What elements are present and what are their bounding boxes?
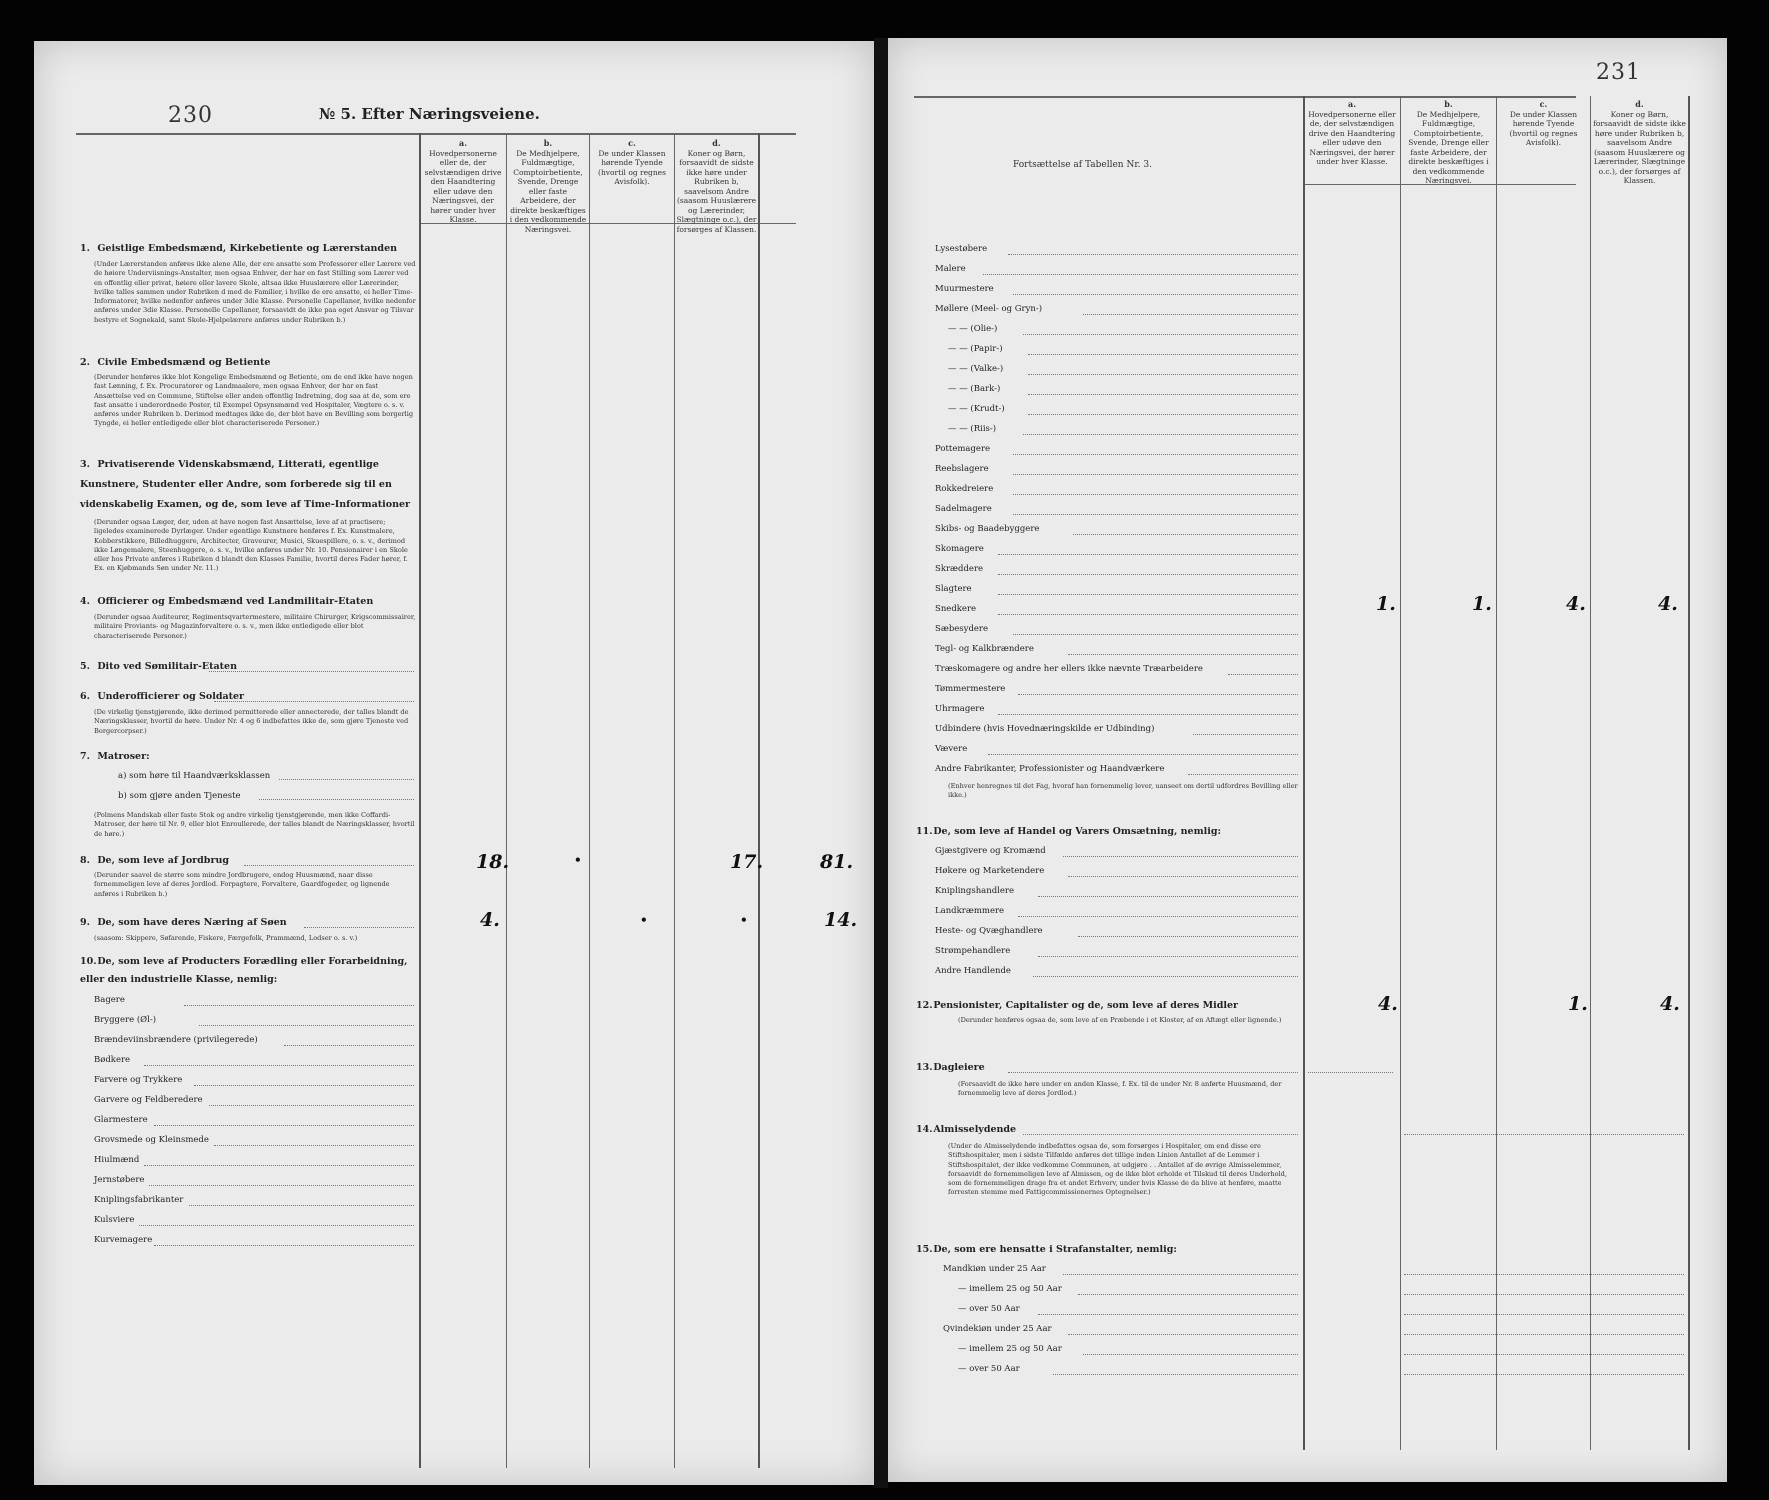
leader-dots (1023, 434, 1298, 435)
category-12-title: 12. Pensionister, Capitalister og de, som leve af deres Midler (916, 1000, 1239, 1011)
trade-item: Skræddere (935, 564, 984, 574)
column-line-d (674, 133, 675, 1468)
handel-item: Landkræmmere (935, 906, 1005, 916)
leader-dots (1193, 734, 1298, 735)
left-page-title: № 5. Efter Næringsveiene. (319, 105, 540, 123)
category-5-title: 5. Dito ved Sømilitair-Etaten (80, 661, 238, 672)
leader-dots (154, 1125, 414, 1126)
trade-item: — — (Bark-) (948, 384, 1001, 394)
trade-item: Reebslagere (935, 464, 989, 474)
column-line-b (1400, 96, 1401, 1450)
trade-item: Sæbesydere (935, 624, 989, 634)
leader-dots (1028, 354, 1298, 355)
category-8-note: (Derunder saavel de større som mindre Jordbrugere, endog Huusmænd, naar disse fornemmeligen leve af deres Jordlod. Forpagtere, Forvaltere, Gaardfogeder, og lignende anføres i Rubriken b.) (94, 871, 390, 898)
book-spine (874, 38, 888, 1488)
leader-dots (1028, 414, 1298, 415)
value-dots (1404, 1374, 1684, 1375)
leader-dots (998, 554, 1298, 555)
handel-item: Kniplingshandlere (935, 886, 1014, 896)
trade-item: Grovsmede og Kleinsmede (94, 1135, 209, 1145)
trade-item: Glarmestere (94, 1115, 148, 1125)
leader-dots (1023, 1134, 1298, 1135)
value-row8-c: 17. (730, 851, 764, 873)
category-1-title: 1. Geistlige Embedsmænd, Kirkebetiente og Lærerstanden (80, 243, 398, 254)
leader-dots (214, 701, 414, 702)
trade-item: Sadelmagere (935, 504, 992, 514)
trade-item: Andre Fabrikanter, Professionister og Haandværkere (935, 764, 1165, 774)
trade-item: Jernstøbere (94, 1175, 145, 1185)
value-snedkere-a: 1. (1376, 593, 1396, 615)
column-line-a (419, 133, 421, 1468)
category-3-note: (Derunder ogsaa Læger, der, uden at have nogen fast Ansættelse, leve af at practisere; ligeledes examinerede Dyrlæger. Under egentlige Kunstnere henføres f. Ex. Kunstmalere, Kobberstikkere, Billedhuggere, Architecter, Graveurer, Musici, Skuespillere, o. s. v., derimod ikke Løngemalere, Steenhuggere, o. s. v., hvilke anføres under Nr. 10. Pensionairer i en Skole eller hos Private anføres i Rubriken d blandt den Klasses Familie, hvortil deres Fader hører, f. Ex. en Kjøbmands Søn under Nr. 11.) (94, 518, 408, 573)
leader-dots (1038, 956, 1298, 957)
straf-item: Mandkiøn under 25 Aar (943, 1264, 1046, 1274)
category-1-note: (Under Lærerstanden anføres ikke alene Alle, der ere ansatte som Professorer eller Lærere ved de høiere Underviisnings-Anstalter, men ogsaa Enhver, der har en fast Stilling som Lærer ved en offentlig eller privat, høiere eller lavere Skole, altsaa ikke Huuslærere eller Lærerinder, hvilke talles sammen under Rubriken d med de Familier, i hvilke de ere ansatte, ei heller Time-Informatorer, hvilke nedenfor anføres under 3die Klasse. Personelle Capellaner, hvilke nedenfor anføres under 3die Klasse. Personelle Capellaner, forsaavidt de ikke paa eget Ansvar og Tilsvar bestyre et Sognekald, samt Skole-Hjelpelærere anføres under Rubriken b.) (94, 260, 416, 324)
handel-item: Andre Handlende (935, 966, 1011, 976)
trade-item: Tømmermestere (935, 684, 1006, 694)
trade-item: Møllere (Meel- og Gryn-) (935, 304, 1043, 314)
trade-item: Kulsviere (94, 1215, 135, 1225)
value-snedkere-b: 1. (1472, 593, 1492, 615)
handel-item: Høkere og Marketendere (935, 866, 1045, 876)
column-header-d: d. Koner og Børn, forsaavidt de sidste ikke høre under Rubriken b, saavelsom Andre (saasom Huuslærere og Lærerinder, Slægtninge o.c.), der forsørges af Klassen. (676, 138, 757, 234)
leader-dots (998, 574, 1298, 575)
leader-dots (1008, 254, 1298, 255)
trade-item: Garvere og Feldberedere (94, 1095, 203, 1105)
value-row8-a: 18. (476, 851, 510, 873)
value-dots (1308, 1072, 1393, 1073)
value-dots (1404, 1294, 1684, 1295)
trade-item: Uhrmagere (935, 704, 985, 714)
trade-item: Brændeviinsbrændere (privilegerede) (94, 1035, 258, 1045)
trade-item: Malere (935, 264, 966, 274)
left-page-number: 230 (168, 103, 213, 128)
column-line-end (758, 133, 760, 1468)
column-header-c: c. De under Klassen hørende Tyende (hvortil og regnes Avisfolk). (598, 138, 666, 186)
leader-dots (1013, 454, 1298, 455)
leader-dots (1078, 936, 1298, 937)
leader-dots (1078, 1294, 1298, 1295)
leader-dots (998, 714, 1298, 715)
leader-dots (284, 1045, 414, 1046)
leader-dots (1068, 654, 1298, 655)
leader-dots (1083, 1354, 1298, 1355)
leader-dots (209, 1105, 414, 1106)
column-header-b: b. De Medhjelpere, Fuldmægtige, Comptoirbetiente, Svende, Drenge eller faste Arbeidere, der direkte beskæftiges i den vedkommende Næringsvei. (509, 138, 587, 234)
leader-dots (144, 1165, 414, 1166)
value-row9-d: 14. (824, 909, 858, 931)
value-pensionister-c: 1. (1568, 993, 1588, 1015)
column-line-c (1496, 96, 1497, 1450)
straf-item: — over 50 Aar (958, 1364, 1020, 1374)
value-dots (1404, 1354, 1684, 1355)
matroser-sub-b: b) som gjøre anden Tjeneste (118, 791, 241, 801)
leader-dots (1018, 694, 1298, 695)
leader-dots (1013, 634, 1298, 635)
leader-dots (1063, 856, 1298, 857)
straf-item: — imellem 25 og 50 Aar (958, 1284, 1062, 1294)
leader-dots (304, 927, 414, 928)
handel-item: Strømpehandlere (935, 946, 1011, 956)
column-line-b (506, 133, 507, 1468)
trade-item: Vævere (935, 744, 968, 754)
table-subtitle: Fortsættelse af Tabellen Nr. 3. (1013, 160, 1152, 170)
top-rule (76, 133, 796, 135)
leader-dots (259, 799, 414, 800)
trade-item: Hiulmænd (94, 1155, 140, 1165)
trade-item: Tegl- og Kalkbrændere (935, 644, 1034, 654)
trade-item: Rokkedreiere (935, 484, 994, 494)
value-snedkere-d: 4. (1658, 593, 1678, 615)
trade-item: — — (Olie-) (948, 324, 998, 334)
leader-dots (1013, 294, 1298, 295)
top-rule (914, 96, 1576, 98)
category-13-note: (Forsaavidt de ikke høre under en anden Klasse, f. Ex. til de under Nr. 8 anførte Huusmænd, der fornemmelig leve af deres Jordlod.) (958, 1080, 1282, 1098)
leader-dots (184, 1005, 414, 1006)
value-dots (1404, 1334, 1684, 1335)
column-line-c (589, 133, 590, 1468)
trade-item: — — (Papir-) (948, 344, 1003, 354)
leader-dots (1188, 774, 1298, 775)
column-header-a: a. Hovedpersonerne eller de, der selvstændigen drive den Haandtering eller udøve den Næringsvei, der hører under hver Klasse. (1308, 99, 1396, 166)
leader-dots (1038, 896, 1298, 897)
leader-dots (1013, 514, 1298, 515)
handel-item: Gjæstgivere og Kromænd (935, 846, 1046, 856)
trade-item: Kurvemagere (94, 1235, 153, 1245)
leader-dots (1228, 674, 1298, 675)
value-row9-b: • (640, 913, 648, 927)
handel-item: Heste- og Qvæghandlere (935, 926, 1043, 936)
category-6-note: (De virkelig tjenstgjørende, ikke derimod permitterede eller annecterede, der talles blandt de Næringsklasser, hvortil de høre. Under Nr. 4 og 6 indbefattes ikke de, som gjøre Tjeneste ved Borgercorpser.) (94, 708, 409, 735)
value-row8-d: 81. (820, 851, 854, 873)
trade-item: Skomagere (935, 544, 984, 554)
trade-item: Farvere og Trykkere (94, 1075, 183, 1085)
value-dots (1404, 1314, 1684, 1315)
column-header-b: b. De Medhjelpere, Fuldmægtige, Comptoirbetiente, Svende, Drenge eller faste Arbeidere, der direkte beskæftiges i den vedkommende Næringsvei. (1408, 99, 1489, 185)
category-7-note: (Polmens Mandskab eller faste Stok og andre virkelig tjenstgjørende, men ikke Coffardi-Matroser, der høre til Nr. 9, eller blot Enroullerede, der talles blandt de Næringsklasser, hvortil de høre.) (94, 811, 415, 838)
leader-dots (154, 1245, 414, 1246)
category-4-title: 4. Officierer og Embedsmænd ved Landmilitair-Etaten (80, 596, 374, 607)
category-8-title: 8. De, som leve af Jordbrug (80, 855, 230, 866)
matroser-sub-a: a) som høre til Haandværksklassen (118, 771, 271, 781)
value-dots (1404, 1134, 1684, 1135)
column-line-a (1303, 96, 1305, 1450)
value-dots (1404, 1274, 1684, 1275)
category-11-title: 11. De, som leve af Handel og Varers Omsætning, nemlig: (916, 826, 1221, 837)
trade-item: Kniplingsfabrikanter (94, 1195, 184, 1205)
leader-dots (1073, 534, 1298, 535)
leader-dots (199, 1025, 414, 1026)
leader-dots (998, 594, 1298, 595)
value-pensionister-a: 4. (1378, 993, 1398, 1015)
leader-dots (1063, 1274, 1298, 1275)
right-page (888, 38, 1727, 1482)
leader-dots (1028, 394, 1298, 395)
leader-dots (189, 1205, 414, 1206)
column-line-d (1590, 96, 1591, 1450)
trades-note: (Enhver henregnes til det Fag, hvoraf han fornemmelig lever, uanseet om dertil udfordres Bevilling eller ikke.) (948, 782, 1298, 800)
category-9-note: (saasom: Skippere, Søfarende, Fiskere, Færgefolk, Prammænd, Lodser o. s. v.) (94, 934, 358, 942)
leader-dots (1068, 1334, 1298, 1335)
trade-item: — — (Krudt-) (948, 404, 1005, 414)
leader-dots (983, 274, 1298, 275)
leader-dots (194, 1085, 414, 1086)
category-14-note: (Under de Almisselydende indbefattes ogsaa de, som forsørges i Hospitaler, om end disse ere Stiftshospitaler, men i sidste Tilfælde anføres det tillige inden Linien Antallet af de Lemmer i Stiftshospitalet, der ikke vedkomme Communen, at udgjøre . . Antallet af de øvrige Almisselemmer, forsaavidt de fornemmeligen leve af Almissen, og de ikke blot erholde et Tilskud til deres Underhold, som de fornemmeligen drage fra et andet Erhverv, under hvis Klasse de da blive at henføre, maatte forresten stemme med Fattigcommissionernes Optegnelser.) (948, 1142, 1287, 1197)
leader-dots (144, 1065, 414, 1066)
trade-item: Bryggere (Øl-) (94, 1015, 157, 1025)
category-7-title: 7. Matroser: (80, 751, 150, 762)
trade-item: Skibs- og Baadebyggere (935, 524, 1040, 534)
category-15-title: 15. De, som ere hensatte i Strafanstalter, nemlig: (916, 1244, 1177, 1255)
category-12-note: (Derunder henføres ogsaa de, som leve af en Præbende i et Kloster, af en Aftægt eller lignende.) (958, 1016, 1282, 1024)
trade-item: Bagere (94, 995, 125, 1005)
leader-dots (1053, 1374, 1298, 1375)
straf-item: Qvindekiøn under 25 Aar (943, 1324, 1052, 1334)
category-2-note: (Derunder henføres ikke blot Kongelige Embedsmænd og Betiente, om de end ikke have nogen fast Lønning, f. Ex. Procuratorer og Landmaalere, men ogsaa Enhver, der har en fast Ansættelse ved en Commune, Stiftelse eller anden offentlig Indretning, dog saa at de, som ere fast ansatte i underordnede Poster, til Exempel Opsynsmænd ved Hospitaler, Vægtere o. s. v. anføres under Rubriken b. Derimod medtages ikke de, der blot have en Bevilling som borgerlig Tyngde, ei heller entledigede eller blot characteriserede Personer.) (94, 373, 414, 428)
category-3-title: 3. Privatiserende Videnskabsmænd, Litterati, egentlige Kunstnere, Studenter eller Andre, som forberede sig til en videnskabelig Examen, og de, som leve af Time-Informationer (80, 459, 411, 510)
leader-dots (1018, 916, 1298, 917)
leader-dots (1083, 314, 1298, 315)
category-14-title: 14. Almisselydende (916, 1124, 1017, 1135)
leader-dots (1068, 876, 1298, 877)
left-page (34, 41, 874, 1485)
trade-item: Slagtere (935, 584, 972, 594)
trade-item: — — (Riis-) (948, 424, 997, 434)
leader-dots (149, 1185, 414, 1186)
leader-dots (244, 865, 414, 866)
trade-item: Snedkere (935, 604, 977, 614)
leader-dots (1023, 334, 1298, 335)
straf-item: — imellem 25 og 50 Aar (958, 1344, 1062, 1354)
leader-dots (279, 779, 414, 780)
leader-dots (1033, 976, 1298, 977)
leader-dots (1008, 1072, 1298, 1073)
trade-item: Træskomagere og andre her ellers ikke nævnte Træarbeidere (935, 664, 1203, 674)
trade-item: Pottemagere (935, 444, 991, 454)
straf-item: — over 50 Aar (958, 1304, 1020, 1314)
trade-item: — — (Valke-) (948, 364, 1004, 374)
right-page-number: 231 (1596, 60, 1641, 85)
column-header-a: a. Hovedpersonerne eller de, der selvstændigen drive den Haandtering eller udøve den Næringsvei, der hører under hver Klasse. (424, 138, 502, 224)
leader-dots (1013, 474, 1298, 475)
leader-dots (1038, 1314, 1298, 1315)
leader-dots (1028, 374, 1298, 375)
category-9-title: 9. De, som have deres Næring af Søen (80, 917, 287, 928)
leader-dots (209, 671, 414, 672)
trade-item: Lysestøbere (935, 244, 988, 254)
value-pensionister-d: 4. (1660, 993, 1680, 1015)
column-line-end (1688, 96, 1690, 1450)
column-header-c: c. De under Klassen hørende Tyende (hvortil og regnes Avisfolk). (1509, 99, 1578, 147)
value-row8-b: • (574, 853, 582, 867)
leader-dots (998, 614, 1298, 615)
leader-dots (139, 1225, 414, 1226)
category-13-title: 13. Dagleiere (916, 1062, 985, 1073)
category-4-note: (Derunder ogsaa Auditeurer, Regimentsqvartermestere, militaire Chirurger, Krigscommissairer, militaire Proviants- og Magazinforvaltere o. s. v., men ikke entledigede eller blot characteriserede Personer.) (94, 613, 416, 640)
leader-dots (988, 754, 1298, 755)
value-row9-a: 4. (480, 909, 500, 931)
trade-item: Udbindere (hvis Hovednæringskilde er Udbinding) (935, 724, 1155, 734)
trade-item: Muurmestere (935, 284, 994, 294)
column-header-d: d. Koner og Børn, forsaavidt de sidste ikke høre under Rubriken b, saavelsom Andre (saasom Huuslærere og Lærerinder, Slægtninge o.c.), der forsørges af Klassen. (1593, 99, 1686, 185)
category-10-title: 10. De, som leve af Producters Forædling eller Forarbeidning, eller den industrielle Klasse, nemlig: (80, 956, 408, 985)
trade-item: Bødkere (94, 1055, 131, 1065)
value-snedkere-c: 4. (1566, 593, 1586, 615)
category-6-title: 6. Underofficierer og Soldater (80, 691, 245, 702)
leader-dots (214, 1145, 414, 1146)
category-2-title: 2. Civile Embedsmænd og Betiente (80, 357, 271, 368)
value-row9-c: • (740, 913, 748, 927)
leader-dots (1013, 494, 1298, 495)
